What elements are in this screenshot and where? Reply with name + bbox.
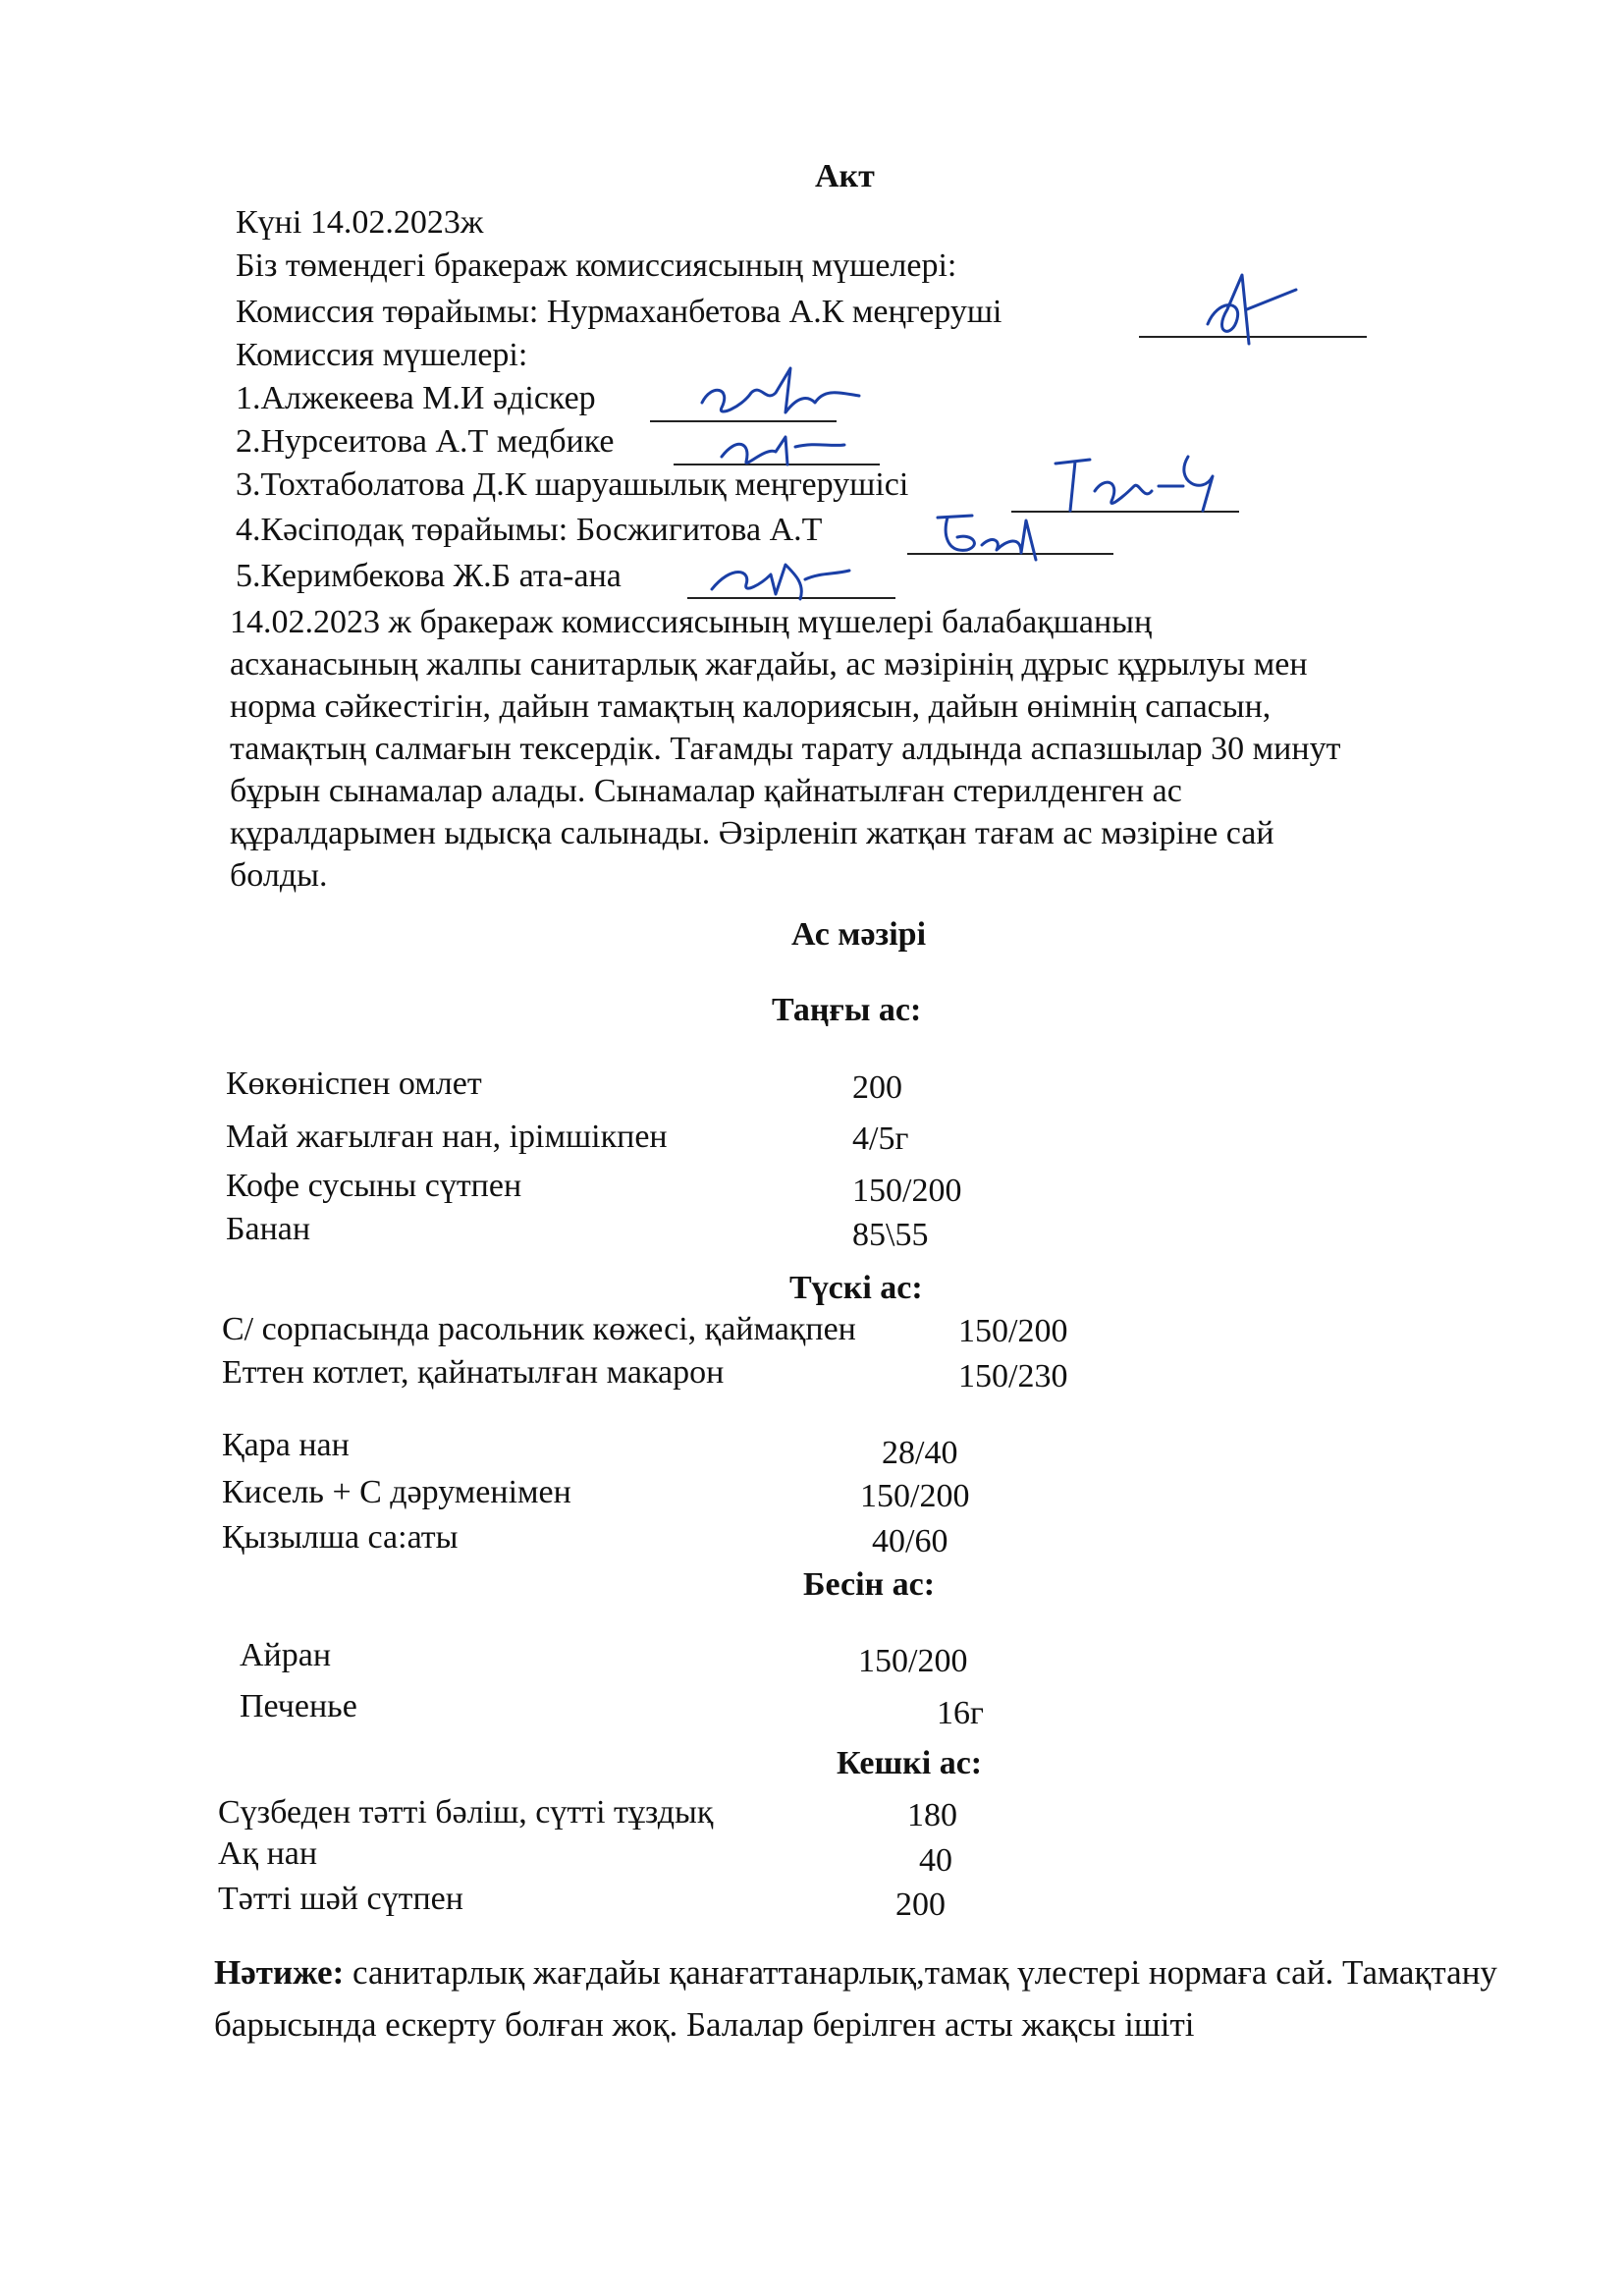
member-4-signature (928, 506, 1056, 565)
document-title: Акт (815, 158, 875, 194)
paragraph-line-2: асханасының жалпы санитарлық жағдайы, ас мәзірінің дұрыс құрылуы мен (230, 646, 1308, 683)
breakfast-item-name: Май жағылған нан, ірімшікпен (226, 1119, 668, 1155)
member-1: 1.Алжекеева М.И әдіскер (236, 380, 596, 416)
lunch-item-amount: 150/230 (958, 1358, 1068, 1394)
lunch-item-name: С/ сорпасында расольник көжесі, қаймақпен (222, 1311, 856, 1347)
snack-item-amount: 16г (937, 1695, 984, 1731)
inspection-paragraph (230, 601, 1526, 897)
paragraph-line-7: болды. (230, 857, 328, 894)
lunch-item-amount: 150/200 (958, 1313, 1068, 1349)
lunch-item-name: Кисель + С дәруменімен (222, 1474, 571, 1510)
snack-heading: Бесін ас: (803, 1566, 936, 1603)
member-4: 4.Кәсіподақ төрайымы: Босжигитова А.Т (236, 512, 823, 548)
paragraph-line-3: норма сәйкестігін, дайын тамақтың калориясын, дайын өнімнің сапасын, (230, 688, 1272, 725)
dinner-heading: Кешкі ас: (837, 1745, 983, 1781)
member-3: 3.Тохтаболатова Д.К шаруашылық меңгерушісі (236, 466, 909, 503)
members-heading: Комиссия мүшелері: (236, 337, 528, 373)
result-text: санитарлық жағдайы қанағаттанарлық,тамақ үлестері нормаға сай. Тамақтану барысында ескерту болған жоқ. Балалар берілген асты жақсы ішіті (214, 1953, 1497, 2044)
snack-item-amount: 150/200 (858, 1643, 968, 1679)
snack-item-name: Печенье (240, 1688, 357, 1724)
lunch-item-amount: 150/200 (860, 1478, 970, 1514)
chair-signature (1188, 265, 1316, 354)
dinner-item-amount: 180 (907, 1797, 957, 1833)
lunch-item-name: Қара нан (222, 1427, 350, 1463)
menu-title: Ас мәзірі (791, 916, 927, 953)
breakfast-item-name: Кофе сусыны сүтпен (226, 1168, 522, 1204)
lunch-item-name: Еттен котлет, қайнатылған макарон (222, 1354, 725, 1391)
dinner-item-amount: 200 (895, 1886, 946, 1923)
breakfast-item-amount: 4/5г (852, 1121, 909, 1157)
paragraph-line-4: тамақтың салмағын тексердік. Тағамды тарату алдында аспазшылар 30 минут (230, 731, 1341, 767)
paragraph-line-1: 14.02.2023 ж бракераж комиссиясының мүшелері балабақшаның (230, 604, 1153, 640)
member-3-signature (1046, 442, 1222, 525)
member-5: 5.Керимбекова Ж.Б ата-ана (236, 558, 622, 594)
date-line: Күні 14.02.2023ж (236, 204, 484, 241)
paragraph-line-5: бұрын сынамалар алады. Сынамалар қайнатылған стерилденген ас (230, 773, 1182, 809)
lunch-item-name: Қызылша са:аты (222, 1519, 459, 1556)
breakfast-item-amount: 200 (852, 1069, 902, 1106)
lunch-item-amount: 40/60 (872, 1523, 948, 1559)
intro-line: Біз төмендегі бракераж комиссиясының мүшелері: (236, 247, 957, 284)
breakfast-heading: Таңғы ас: (772, 992, 922, 1028)
snack-item-name: Айран (240, 1637, 332, 1673)
result-label: Нәтиже: (214, 1953, 345, 1992)
lunch-heading: Түскі ас: (789, 1270, 923, 1306)
result-paragraph (214, 1946, 1530, 2050)
lunch-item-amount: 28/40 (882, 1435, 958, 1471)
paragraph-line-6: құралдарымен ыдысқа салынады. Әзірленіп жатқан тағам ас мәзіріне сай (230, 815, 1274, 851)
breakfast-item-name: Көкөніспен омлет (226, 1066, 482, 1102)
member-2: 2.Нурсеитова А.Т медбике (236, 423, 615, 460)
breakfast-item-amount: 150/200 (852, 1173, 962, 1209)
dinner-item-name: Ақ нан (218, 1835, 318, 1872)
breakfast-item-amount: 85\55 (852, 1217, 929, 1253)
chair-line: Комиссия төрайымы: Нурмаханбетова А.К меңгеруші (236, 294, 1002, 330)
dinner-item-name: Сүзбеден тәтті бәліш, сүтті тұздық (218, 1794, 714, 1831)
dinner-item-name: Тәтті шәй сүтпен (218, 1881, 463, 1917)
dinner-item-amount: 40 (919, 1842, 952, 1879)
member-5-signature (702, 545, 859, 604)
breakfast-item-name: Банан (226, 1211, 311, 1247)
